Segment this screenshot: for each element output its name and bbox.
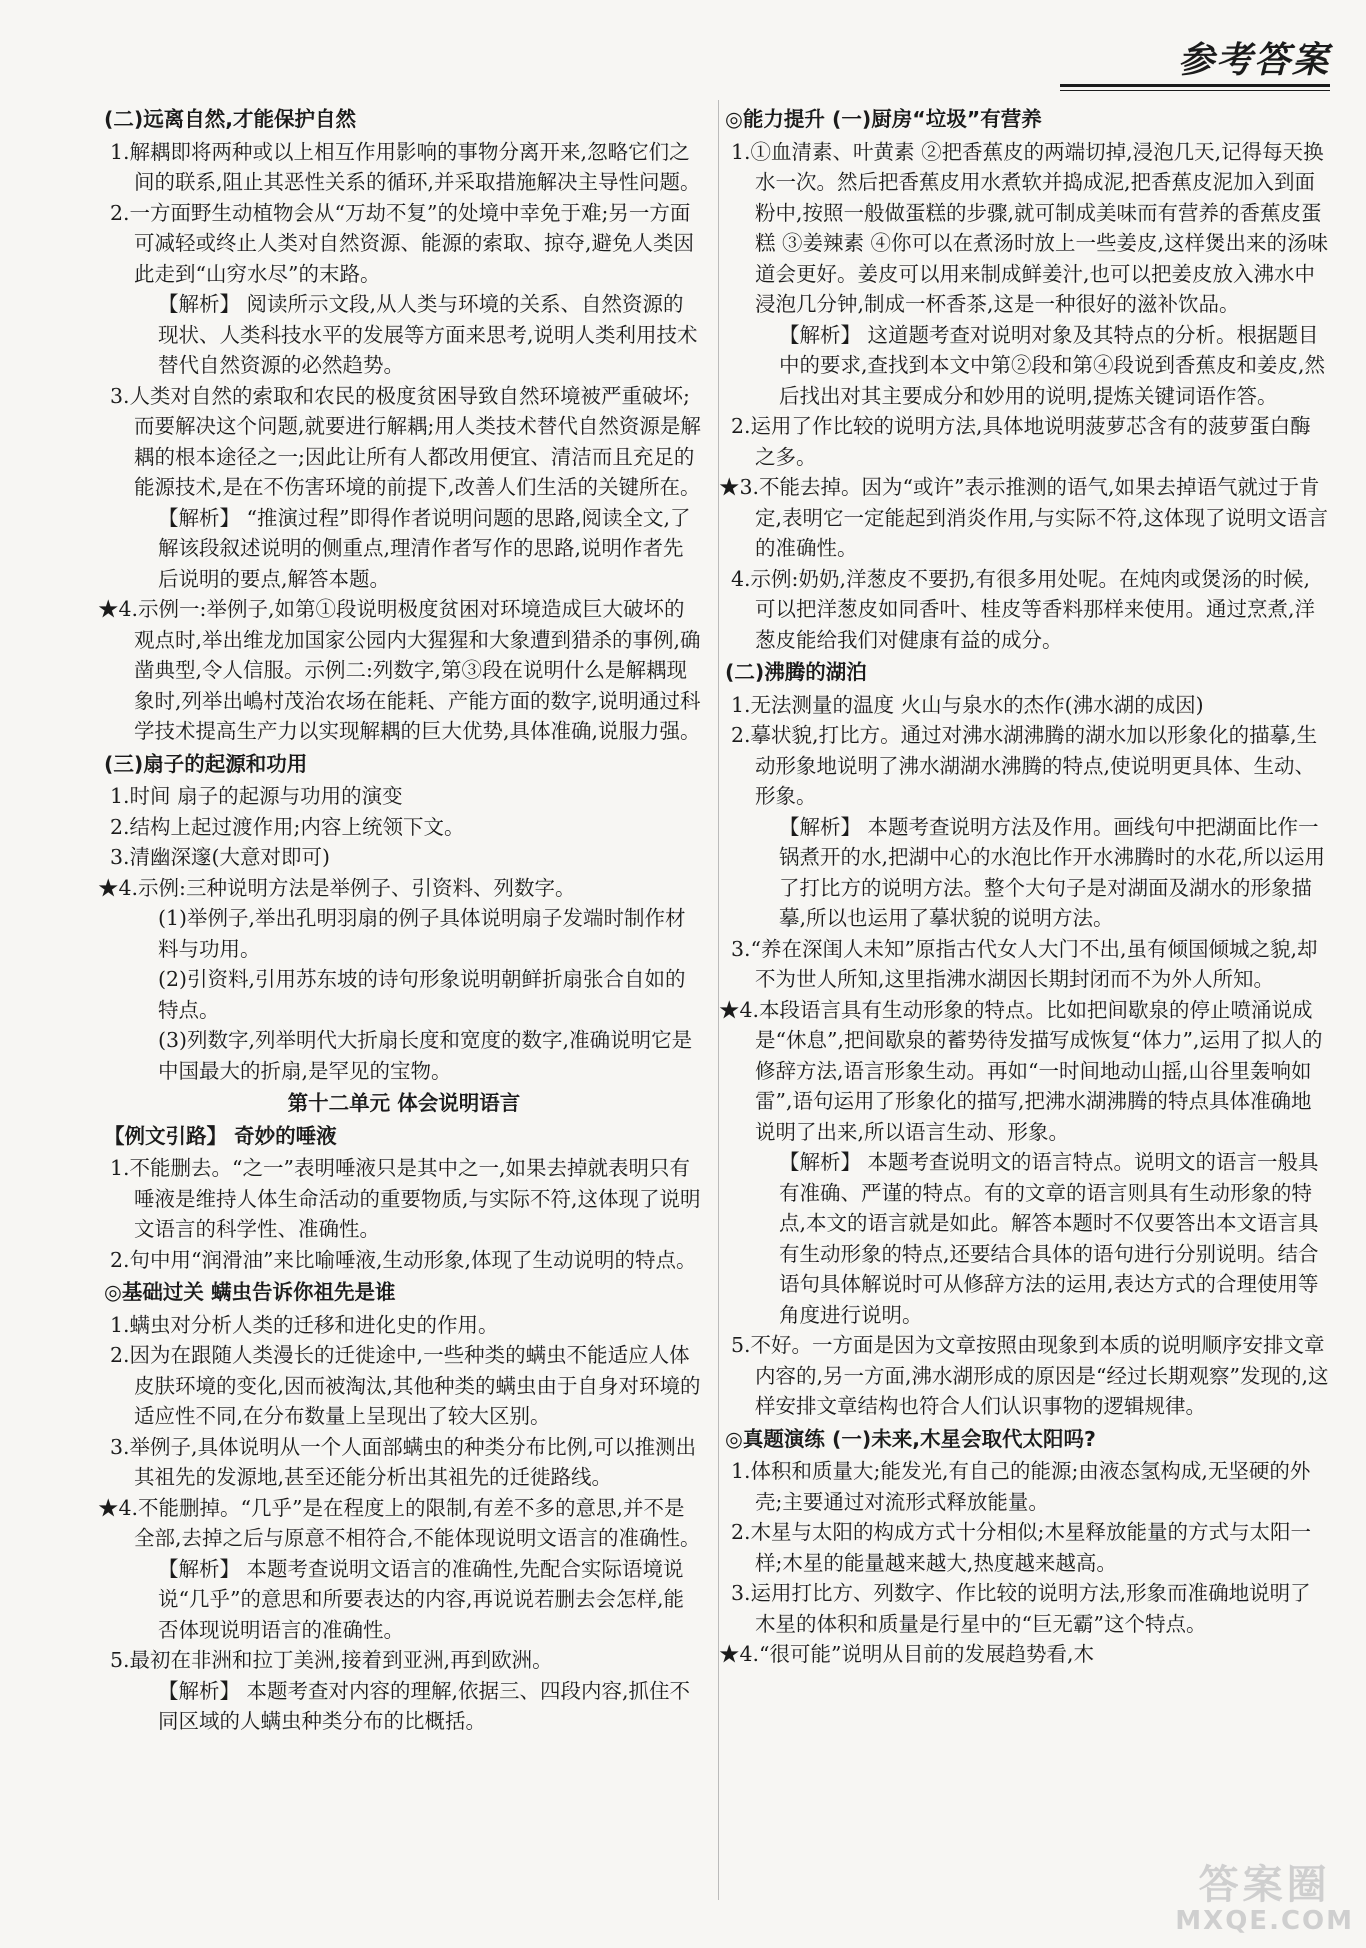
right-column [719,102,1330,1670]
answer-item: 2.结构上起过渡作用;内容上统领下文。 [110,814,465,839]
answer-item: 2.运用了作比较的说明方法,具体地说明菠萝芯含有的菠萝蛋白酶之多。 [731,414,1311,469]
watermark-logo [1175,1863,1354,1936]
answer-item: 2.因为在跟随人类漫长的迁徙途中,一些种类的螨虫不能适应人体皮肤环境的变化,因而被淘汰,其他种类的螨虫由于自身对环境的适应性不同,在分布数量上呈现出了较大区别。 [110,1343,701,1428]
section-heading: ◎能力提升 (一)厨房“垃圾”有营养 [725,107,1042,131]
answer-item: 5.不好。一方面是因为文章按照由现象到本质的说明顺序安排文章内容的,另一方面,沸水湖形成的原因是“经过长期观察”发现的,这样安排文章结构也符合人们认识事物的逻辑规律。 [731,1333,1329,1418]
answer-note: 【解析】 本题考查对内容的理解,依据三、四段内容,抓住不同区域的人螨虫种类分布的比概括。 [158,1678,691,1733]
answer-note: (3)列数字,列举明代大折扇长度和宽度的数字,准确说明它是中国最大的折扇,是罕见的宝物。 [158,1028,693,1083]
starred-answer-item: ★4.示例一:举例子,如第①段说明极度贫困对环境造成巨大破坏的观点时,举出维龙加国家公园内大猩猩和大象遭到猎杀的事例,确凿典型,令人信服。示例二:列数字,第③段在说明什么是解耦现象时,列举出嶋村茂治农场在能耗、产能方面的数字,说明通过科学技术提高生产力以实现解耦的巨大优势,具体准确,说服力强。 [98,597,701,743]
starred-answer-item: ★3.不能去掉。因为“或许”表示推测的语气,如果去掉语气就过于肯定,表明它一定能起到消炎作用,与实际不符,这体现了说明文语言的准确性。 [719,475,1329,560]
answer-note: 【解析】 本题考查说明文语言的准确性,先配合实际语境说说“几乎”的意思和所要表达的内容,再说说若删去会怎样,能否体现说明语言的准确性。 [158,1556,684,1642]
watermark-line-2: MXQE.COM [1175,1906,1354,1937]
answer-item: 1.解耦即将两种或以上相互作用影响的事物分离开来,忽略它们之间的联系,阻止其恶性关系的循环,并采取措施解决主导性问题。 [110,139,701,194]
answer-item: 1.不能删去。“之一”表明唾液只是其中之一,如果去掉就表明只有唾液是维持人体生命活动的重要物质,与实际不符,这体现了说明文语言的科学性、准确性。 [110,1156,701,1241]
answer-item: 1.①血清素、叶黄素 ②把香蕉皮的两端切掉,浸泡几天,记得每天换水一次。然后把香蕉皮用水煮软并捣成泥,把香蕉皮泥加入到面粉中,按照一般做蛋糕的步骤,就可制成美味而有营养的香蕉皮蛋糕 ③姜辣素 ④你可以在煮汤时放上一些姜皮,这样煲出来的汤味道会更好。姜皮可以用来制成鲜姜汁,也可以把姜皮放入沸水中浸泡几分钟,制成一杯香茶,这是一种很好的滋补饮品。 [731,139,1329,316]
answer-item: 1.体积和质量大;能发光,有自己的能源;由液态氢构成,无坚硬的外壳;主要通过对流形式释放能量。 [731,1459,1311,1514]
answer-item: 1.无法测量的温度 火山与泉水的杰作(沸水湖的成因) [731,692,1204,717]
answer-item: 2.木星与太阳的构成方式十分相似;木星释放能量的方式与太阳一样;木星的能量越来越大,热度越来越高。 [731,1520,1311,1575]
page-header [810,30,1330,90]
watermark-line-1: 答案圈 [1198,1862,1331,1909]
left-column [98,102,704,1737]
answer-item: 2.一方面野生动植物会从“万劫不复”的处境中幸免于难;另一方面可减轻或终止人类对自然资源、能源的索取、掠夺,避免人类因此走到“山穷水尽”的末路。 [110,200,695,286]
answer-item: 1.螨虫对分析人类的迁移和进化史的作用。 [110,1312,499,1337]
answer-item: 2.摹状貌,打比方。通过对沸水湖沸腾的湖水加以形象化的描摹,生动形象地说明了沸水湖湖水沸腾的特点,使说明更具体、生动、形象。 [731,723,1318,808]
unit-heading: 第十二单元 体会说明语言 [287,1091,521,1115]
answer-item: 2.句中用“润滑油”来比喻唾液,生动形象,体现了生动说明的特点。 [110,1247,697,1272]
section-heading: ◎基础过关 螨虫告诉你祖先是谁 [104,1280,396,1304]
header-rule-thin [1060,90,1330,91]
answer-item: 5.最初在非洲和拉丁美洲,接着到亚洲,再到欧洲。 [110,1648,553,1672]
starred-answer-item: ★4.不能删掉。“几乎”是在程度上的限制,有差不多的意思,并不是全部,去掉之后与原意不相符合,不能体现说明文语言的准确性。 [98,1495,701,1550]
starred-answer-item: ★4.本段语言具有生动形象的特点。比如把间歇泉的停止喷涌说成是“休息”,把间歇泉的蓄势待发描写成恢复“体力”,运用了拟人的修辞方法,语言形象生动。再如“一时间地动山摇,山谷里轰响如雷”,语句运用了形象化的描写,把沸水湖沸腾的特点具体准确地说明了出来,所以语言生动、形象。 [719,997,1323,1144]
answer-item: 3.人类对自然的索取和农民的极度贫困导致自然环境被严重破坏;而要解决这个问题,就要进行解耦;用人类技术替代自然资源是解耦的根本途径之一;因此让所有人都改用便宜、清洁而且充足的能源技术,是在不伤害环境的前提下,改善人们生活的关键所在。 [110,383,701,499]
answer-note: 【解析】 这道题考查对说明对象及其特点的分析。根据题目中的要求,查找到本文中第②段和第④段说到香蕉皮和姜皮,然后找出对其主要成分和妙用的说明,提炼关键词语作答。 [779,322,1326,408]
page-title: 参考答案 [1177,39,1330,81]
section-heading: 【例文引路】 奇妙的唾液 [104,1123,337,1148]
answer-note: 【解析】 “推演过程”即得作者说明问题的思路,阅读全文,了解该段叙述说明的侧重点,理清作者写作的思路,说明作者先后说明的要点,解答本题。 [158,505,691,591]
section-heading: (三)扇子的起源和功用 [104,751,308,776]
answer-item: 3.运用打比方、列数字、作比较的说明方法,形象而准确地说明了木星的体积和质量是行星中的“巨无霸”这个特点。 [731,1581,1311,1636]
answer-note: 【解析】 阅读所示文段,从人类与环境的关系、自然资源的现状、人类科技水平的发展等方面来思考,说明人类利用技术替代自然资源的必然趋势。 [158,292,698,377]
header-rule [1060,84,1330,87]
starred-answer-item: ★4.示例:三种说明方法是举例子、引资料、列数字。 [98,875,576,900]
answer-note: (2)引资料,引用苏东坡的诗句形象说明朝鲜折扇张合自如的特点。 [158,967,686,1022]
answer-item: 3.举例子,具体说明从一个人面部螨虫的种类分布比例,可以推测出其祖先的发源地,甚至还能分析出其祖先的迁徙路线。 [110,1434,697,1489]
answer-item: 3.“养在深闺人未知”原指古代女人大门不出,虽有倾国倾城之貌,却不为世人所知,这里指沸水湖因长期封闭而不为外人所知。 [731,936,1318,991]
answer-note: (1)举例子,举出孔明羽扇的例子具体说明扇子发端时制作材料与功用。 [158,906,686,961]
starred-answer-item: ★4.“很可能”说明从目前的发展趋势看,木 [719,1642,1095,1666]
answer-note: 【解析】 本题考查说明方法及作用。画线句中把湖面比作一锅煮开的水,把湖中心的水泡比作开水沸腾时的水花,所以运用了打比方的说明方法。整个大句子是对湖面及湖水的形象描摹,所以也运用了摹状貌的说明方法。 [779,814,1326,930]
section-heading: ◎真题演练 (一)未来,木星会取代太阳吗? [725,1426,1096,1451]
answer-item: 4.示例:奶奶,洋葱皮不要扔,有很多用处呢。在炖肉或煲汤的时候,可以把洋葱皮如同香叶、桂皮等香料那样来使用。通过烹煮,洋葱皮能给我们对健康有益的成分。 [731,566,1316,652]
answer-item: 1.时间 扇子的起源与功用的演变 [110,784,403,808]
section-heading: (二)远离自然,才能保护自然 [104,107,357,131]
section-heading: (二)沸腾的湖泊 [725,660,867,684]
answer-item: 3.清幽深邃(大意对即可) [110,845,331,869]
answer-note: 【解析】 本题考查说明文的语言特点。说明文的语言一般具有准确、严谨的特点。有的文章的语言则具有生动形象的特点,本文的语言就是如此。解答本题时不仅要答出本文语言具有生动形象的特点,还要结合具体的语句进行分别说明。结合语句具体解说时可从修辞方法的运用,表达方式的合理使用等角度进行说明。 [779,1150,1319,1327]
